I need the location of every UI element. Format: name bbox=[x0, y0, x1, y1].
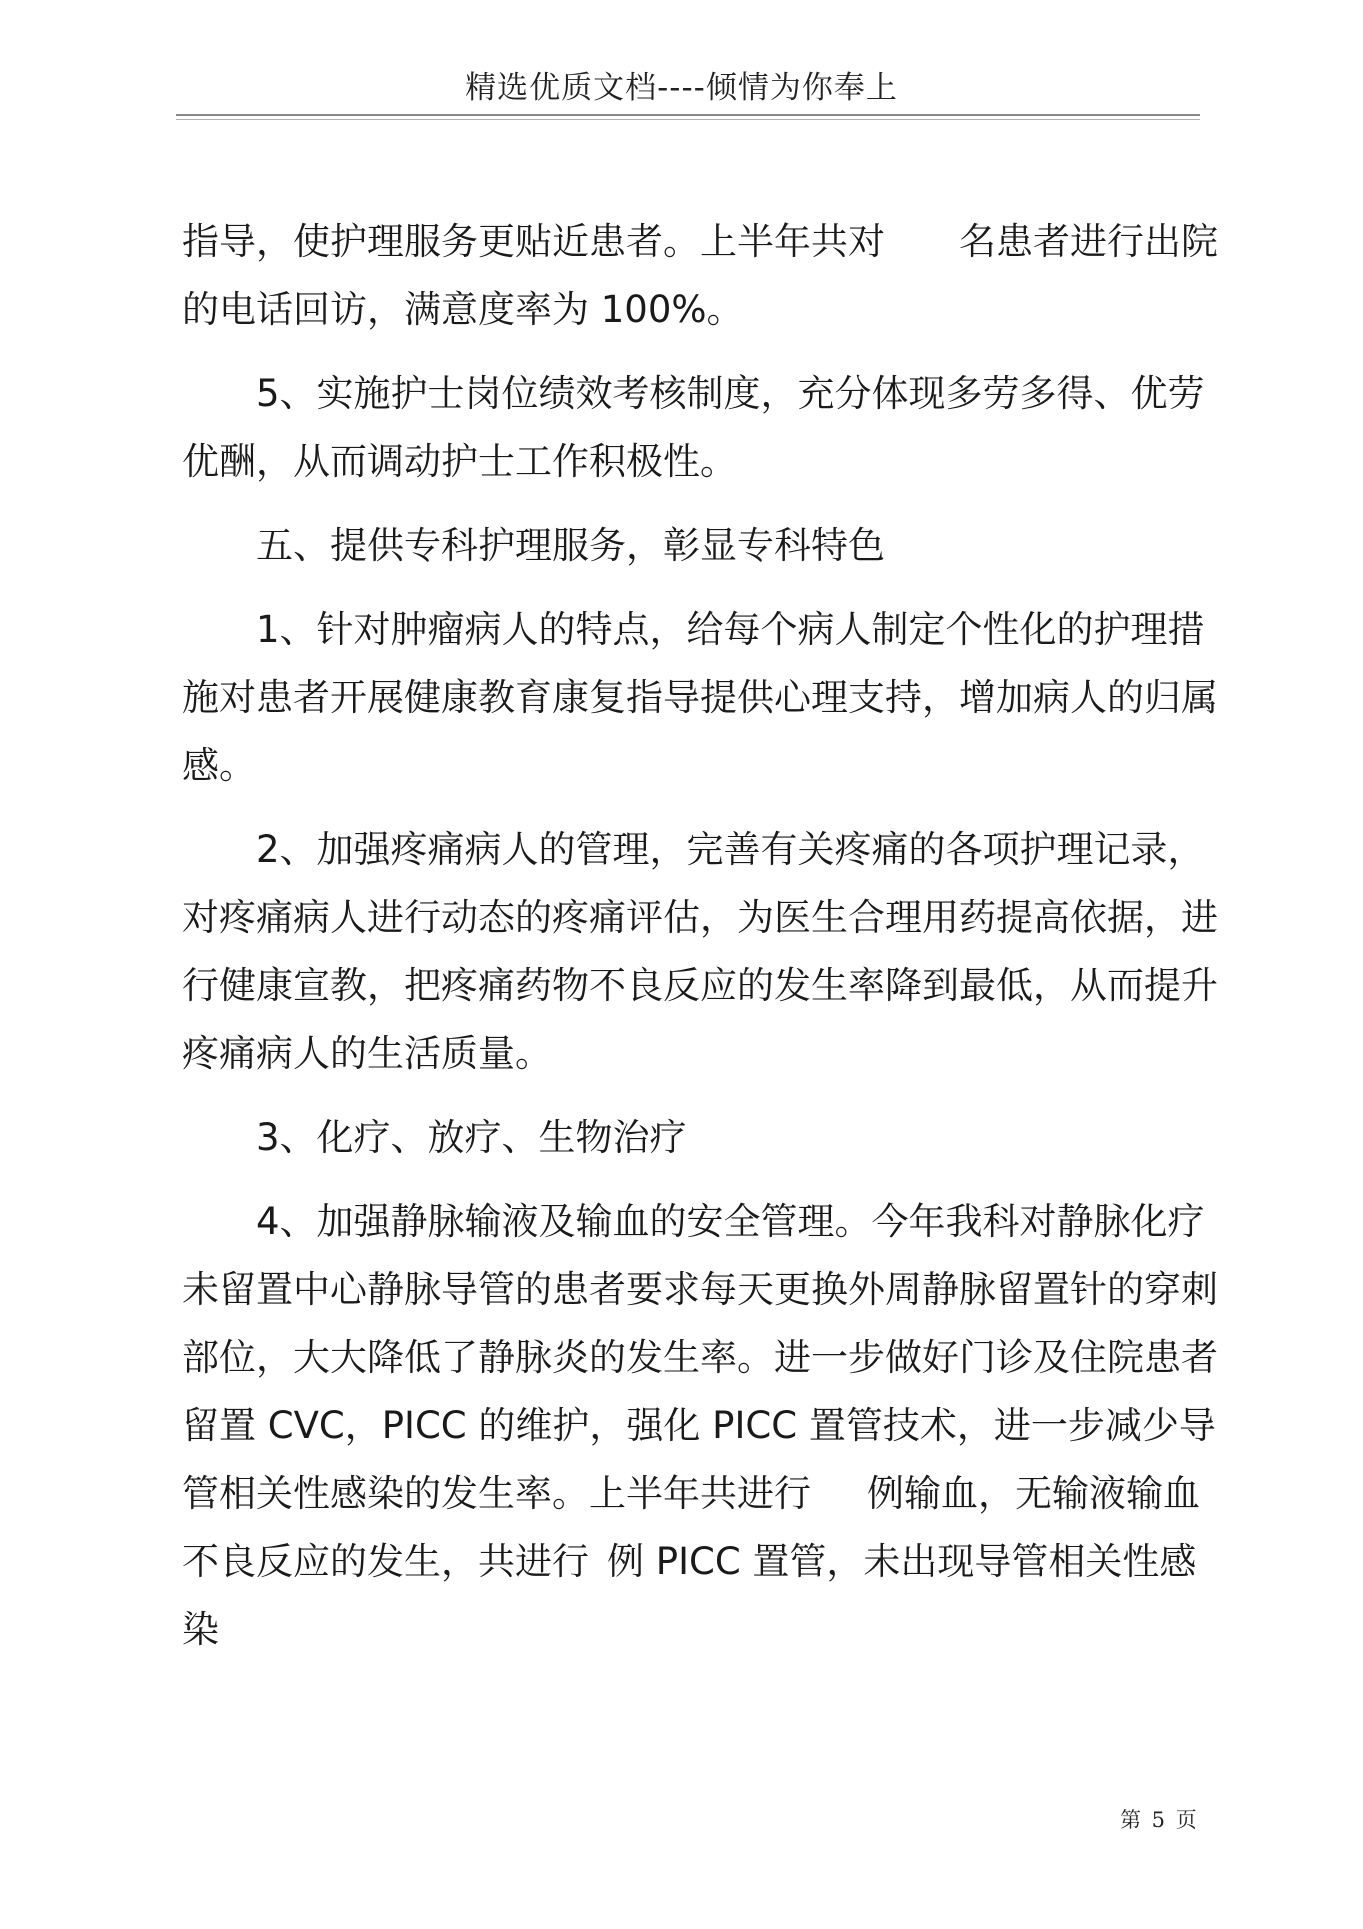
section-heading-5: 五、提供专科护理服务，彰显专科特色 bbox=[256, 524, 885, 567]
paragraph-item-4-part3: 例 PICC 置管，未出现导管相关性感染 bbox=[182, 1540, 1197, 1651]
paragraph-item-4-part1: 4、加强静脉输液及输血的安全管理。今年我科对静脉化疗未留置中心静脉导管的患者要求每天更换外周静脉留置针的穿刺部位，大大降低了静脉炎的发生率。进一步做好门诊及住院患者留置 CVC，PICC 的维护，强化 PICC 置管技术，进一步减少导管相关性感染的发生率。上半年共进行 bbox=[182, 1200, 1218, 1515]
paragraph-item-3: 3、化疗、放疗、生物治疗 bbox=[256, 1116, 687, 1159]
paragraph-item-4 bbox=[182, 1188, 1232, 1664]
paragraph-followup-part1: 指导，使护理服务更贴近患者。上半年共对 bbox=[182, 220, 885, 263]
header-divider bbox=[176, 114, 1200, 116]
paragraph-followup-part2: 名患者进行出院的电话回访，满意度率为 100%。 bbox=[182, 220, 1218, 331]
paragraph-item-4-part2: 例输血，无输液输血不良反应的发生，共进行 bbox=[182, 1472, 1200, 1583]
page-number: 第 5 页 bbox=[1120, 1808, 1199, 1832]
document-body bbox=[182, 208, 1232, 1680]
paragraph-item-5: 5、实施护士岗位绩效考核制度，充分体现多劳多得、优劳优酬，从而调动护士工作积极性。 bbox=[182, 372, 1205, 483]
paragraph-item-1: 1、针对肿瘤病人的特点，给每个病人制定个性化的护理措施对患者开展健康教育康复指导提供心理支持，增加病人的归属感。 bbox=[182, 608, 1218, 787]
header-divider-thin bbox=[176, 119, 1200, 120]
page-header-title: 精选优质文档----倾情为你奉上 bbox=[465, 70, 898, 106]
paragraph-item-2: 2、加强疼痛病人的管理，完善有关疼痛的各项护理记录，对疼痛病人进行动态的疼痛评估，为医生合理用药提高依据，进行健康宣教，把疼痛药物不良反应的发生率降到最低，从而提升疼痛病人的生活质量。 bbox=[182, 828, 1218, 1075]
paragraph-followup bbox=[182, 208, 1232, 344]
